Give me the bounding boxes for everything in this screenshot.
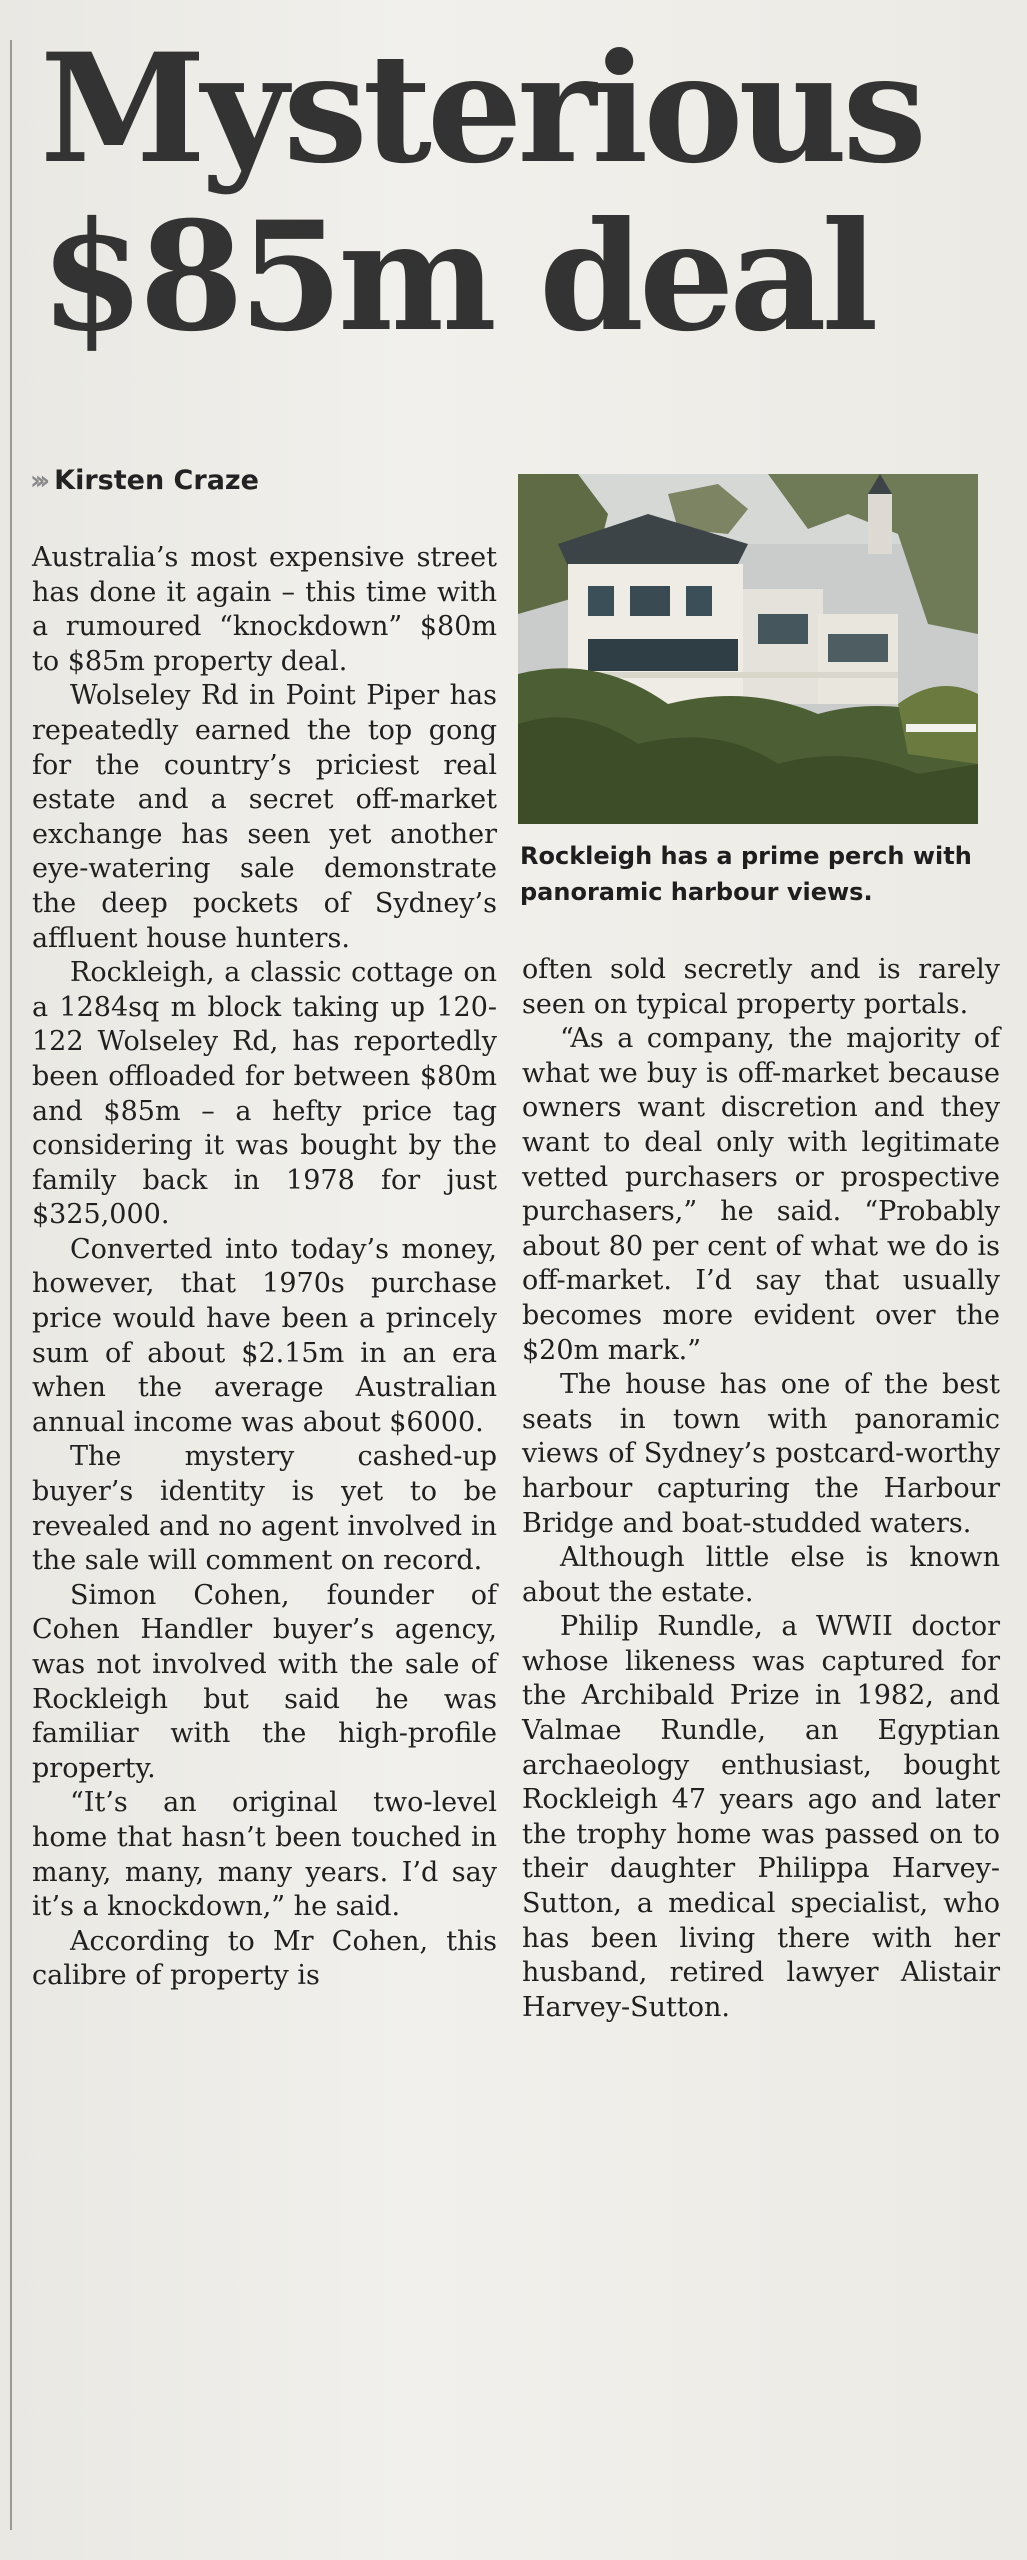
paragraph: Converted into today’s money, however, that 1970s purchase price would have been a princely sum of about $2.15m in an era when the average Australian annual income was about $6000.: [32, 1233, 497, 1438]
house-photo: [518, 474, 978, 824]
paragraph: Simon Cohen, founder of Cohen Handler buyer’s agency, was not involved with the sale of Rockleigh but said he was familiar with the high-profile property.: [32, 1579, 497, 1784]
article-column-2: [522, 953, 1000, 2025]
author-name: Kirsten Craze: [54, 465, 259, 496]
paragraph: The mystery cashed-up buyer’s identity is yet to be revealed and no agent involved in the sale will comment on record.: [32, 1441, 497, 1577]
byline: [30, 465, 259, 496]
paragraph: Philip Rundle, a WWII doctor whose likeness was captured for the Archibald Prize in 1982, and Valmae Rundle, an Egyptian archaeology enthusiast, bought Rockleigh 47 years ago and later the trophy home was passed on to their daughter Philippa Harvey-Sutton, a medical specialist, who has been living there with her husband, retired lawyer Alistair Harvey-Sutton.: [522, 1611, 1000, 2023]
paragraph: According to Mr Cohen, this calibre of property is: [32, 1925, 497, 1992]
paragraph: “It’s an original two-level home that hasn’t been touched in many, many, many years. I’d say it’s a knockdown,” he said.: [32, 1787, 497, 1923]
column-rule: [10, 40, 12, 2530]
paragraph: The house has one of the best seats in town with panoramic views of Sydney’s postcard-worthy harbour capturing the Harbour Bridge and boat-studded waters.: [522, 1369, 1000, 1539]
paragraph: Rockleigh, a classic cottage on a 1284sq m block taking up 120-122 Wolseley Rd, has reportedly been offloaded for between $80m and $85m – a hefty price tag considering it was bought by the family back in 1978 for just $325,000.: [32, 957, 497, 1231]
article-column-1: [32, 541, 497, 1994]
chevron-right-icon: ›››: [30, 465, 45, 496]
headline: Mysterious $85m deal: [40, 21, 922, 365]
paragraph: Australia’s most expensive street has done it again – this time with a rumoured “knockdown” $80m to $85m property deal.: [32, 542, 497, 677]
photo-caption: Rockleigh has a prime perch with panoramic harbour views.: [520, 842, 972, 906]
paragraph: “As a company, the majority of what we buy is off-market because owners want discretion and they want to deal only with legitimate vetted purchasers or prospective purchasers,” he said. “Probably about 80 per cent of what we do is off-market. I’d say that usually becomes more evident over the $20m mark.”: [522, 1023, 1000, 1366]
house-photo-illustration: [518, 474, 978, 824]
paragraph: Wolseley Rd in Point Piper has repeatedly earned the top gong for the country’s priciest real estate and a secret off-market exchange has seen yet another eye-watering sale demonstrate the deep pockets of Sydney’s affluent house hunters.: [32, 680, 497, 954]
paragraph: often sold secretly and is rarely seen on typical property portals.: [522, 954, 1000, 1020]
paragraph: Although little else is known about the estate.: [522, 1542, 1000, 1608]
